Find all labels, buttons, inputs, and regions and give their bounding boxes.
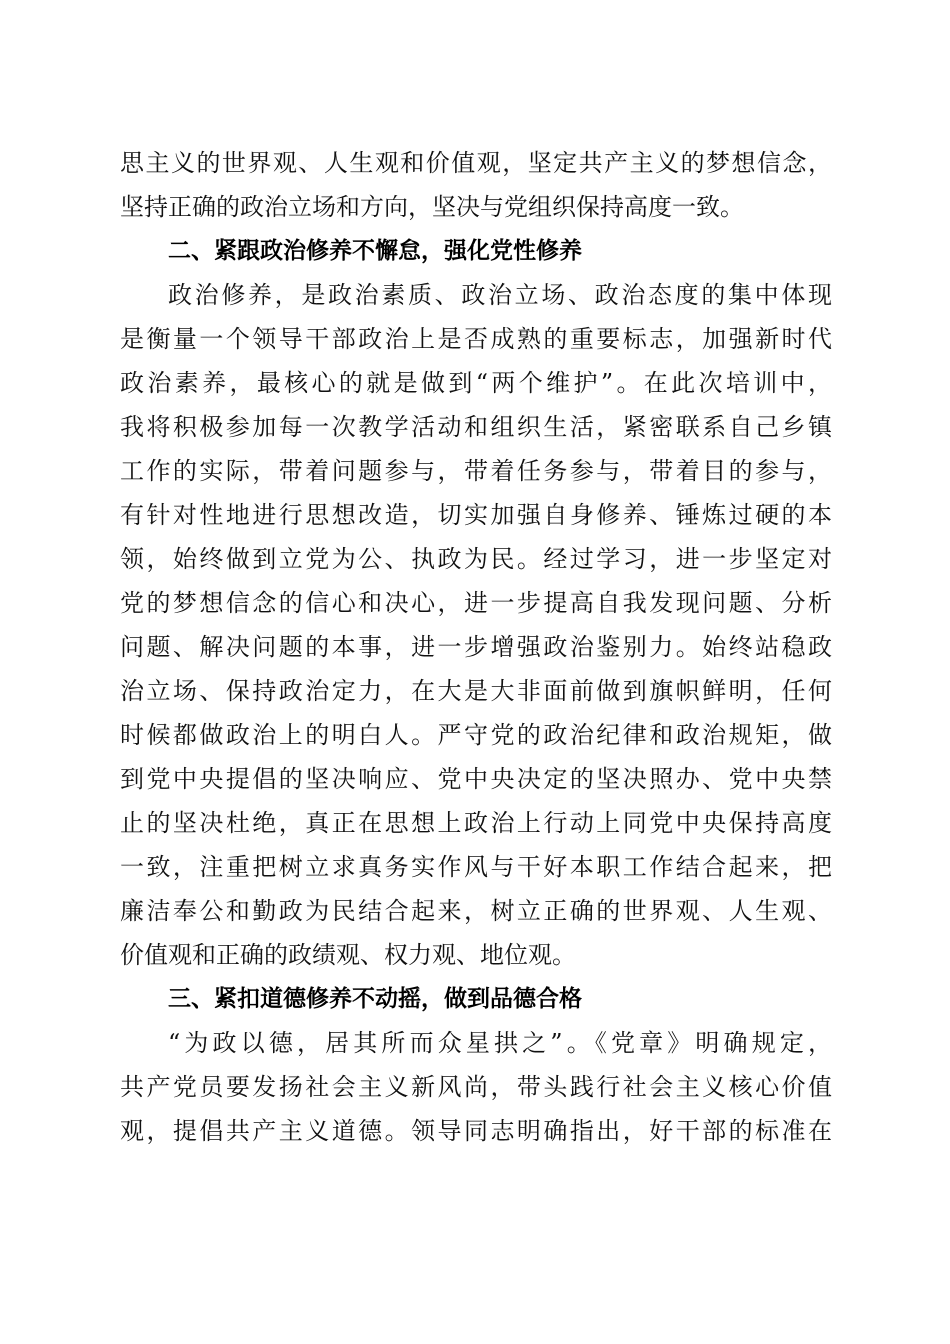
- body-line: 坚持正确的政治立场和方向，坚决与党组织保持高度一致。: [120, 193, 744, 221]
- body-line: 价值观和正确的政绩观、权力观、地位观。: [120, 941, 576, 969]
- body-line: 观，提倡共产主义道德。领导同志明确指出，好干部的标准在: [120, 1117, 832, 1145]
- body-line: 时候都做政治上的明白人。严守党的政治纪律和政治规矩，做: [120, 721, 832, 749]
- body-line: 问题、解决问题的本事，进一步增强政治鉴别力。始终站稳政: [120, 633, 832, 661]
- body-line: 思主义的世界观、人生观和价值观，坚定共产主义的梦想信念，: [120, 149, 832, 177]
- body-line: 治立场、保持政治定力，在大是大非面前做到旗帜鲜明，任何: [120, 677, 832, 705]
- body-line: 领，始终做到立党为公、执政为民。经过学习，进一步坚定对: [120, 545, 832, 573]
- section-heading-3: 三、紧扣道德修养不动摇，做到品德合格: [168, 986, 582, 1012]
- body-line: 党的梦想信念的信心和决心，进一步提高自我发现问题、分析: [120, 589, 832, 617]
- body-line: 政治修养，是政治素质、政治立场、政治态度的集中体现: [168, 281, 832, 309]
- body-line: 廉洁奉公和勤政为民结合起来，树立正确的世界观、人生观、: [120, 897, 832, 925]
- body-line: 止的坚决杜绝，真正在思想上政治上行动上同党中央保持高度: [120, 809, 832, 837]
- body-line: 有针对性地进行思想改造，切实加强自身修养、锤炼过硬的本: [120, 501, 832, 529]
- body-line: 我将积极参加每一次教学活动和组织生活，紧密联系自己乡镇: [120, 413, 832, 441]
- body-line: 是衡量一个领导干部政治上是否成熟的重要标志，加强新时代: [120, 325, 832, 353]
- body-line: 到党中央提倡的坚决响应、党中央决定的坚决照办、党中央禁: [120, 765, 832, 793]
- body-line: 一致，注重把树立求真务实作风与干好本职工作结合起来，把: [120, 853, 832, 881]
- body-line: 政治素养，最核心的就是做到“两个维护”。在此次培训中，: [120, 369, 832, 397]
- section-heading-2: 二、紧跟政治修养不懈怠，强化党性修养: [168, 238, 582, 264]
- document-body: [120, 141, 832, 1153]
- body-line: 共产党员要发扬社会主义新风尚，带头践行社会主义核心价值: [120, 1073, 832, 1101]
- body-line: “为政以德，居其所而众星拱之”。《党章》明确规定，: [168, 1029, 832, 1057]
- body-line: 工作的实际，带着问题参与，带着任务参与，带着目的参与，: [120, 457, 832, 485]
